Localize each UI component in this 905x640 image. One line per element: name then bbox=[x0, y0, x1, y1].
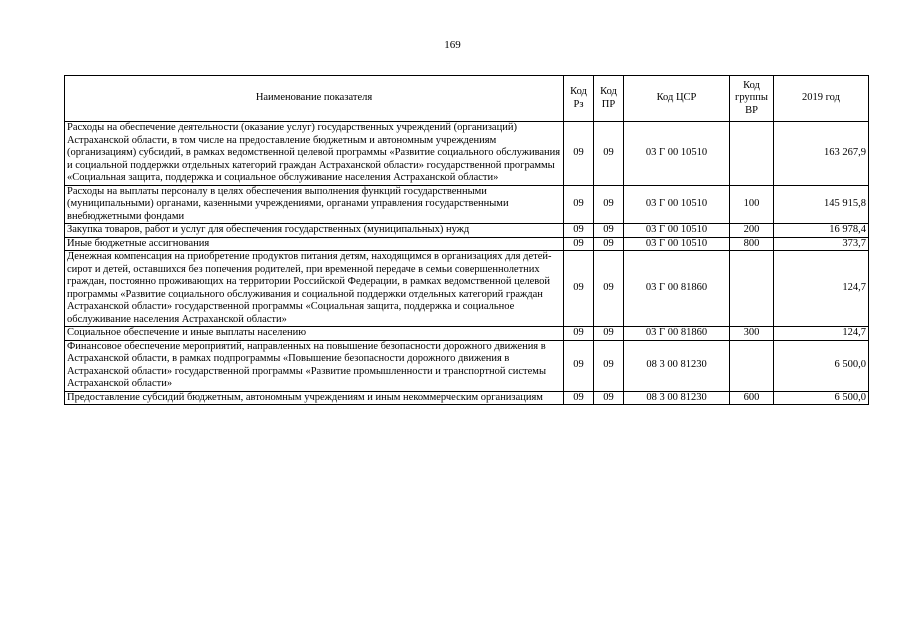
row-rz: 09 bbox=[564, 224, 594, 238]
row-name: Расходы на обеспечение деятельности (оказание услуг) государственных учреждений (организаций) Астраханской области, в том числе на предоставление бюджетным и автономным учреждениям (организациям) субсидий, в рамках ведомственной целевой программы «Развитие социального обслуживания и социальной поддержки отдельных категорий граждан Астраханской области» государственной программы «Социальная защита, поддержка и социальное обслуживание населения Астраханской области» bbox=[65, 122, 564, 186]
table-row bbox=[65, 185, 869, 224]
row-vr: 200 bbox=[730, 224, 774, 238]
table-row bbox=[65, 251, 869, 327]
table-row bbox=[65, 237, 869, 251]
row-name: Предоставление субсидий бюджетным, автономным учреждениям и иным некоммерческим организациям bbox=[65, 391, 564, 405]
row-vr: 100 bbox=[730, 185, 774, 224]
row-amount: 163 267,9 bbox=[774, 122, 869, 186]
header-pr: Код ПР bbox=[594, 76, 624, 122]
row-rz: 09 bbox=[564, 391, 594, 405]
row-name: Расходы на выплаты персоналу в целях обеспечения выполнения функций государственными (муниципальными) органами, казенными учреждениями, органами управления государственными внебюджетными фондами bbox=[65, 185, 564, 224]
table-row bbox=[65, 122, 869, 186]
row-amount: 373,7 bbox=[774, 237, 869, 251]
table-row bbox=[65, 224, 869, 238]
row-csr: 03 Г 00 10510 bbox=[624, 122, 730, 186]
row-rz: 09 bbox=[564, 340, 594, 391]
table-row bbox=[65, 391, 869, 405]
table-header-row bbox=[65, 76, 869, 122]
row-csr: 08 3 00 81230 bbox=[624, 391, 730, 405]
header-csr: Код ЦСР bbox=[624, 76, 730, 122]
row-amount: 6 500,0 bbox=[774, 340, 869, 391]
row-rz: 09 bbox=[564, 122, 594, 186]
row-rz: 09 bbox=[564, 251, 594, 327]
row-pr: 09 bbox=[594, 340, 624, 391]
row-name: Иные бюджетные ассигнования bbox=[65, 237, 564, 251]
row-csr: 03 Г 00 10510 bbox=[624, 237, 730, 251]
row-amount: 145 915,8 bbox=[774, 185, 869, 224]
row-vr: 600 bbox=[730, 391, 774, 405]
row-amount: 124,7 bbox=[774, 251, 869, 327]
row-name: Социальное обеспечение и иные выплаты населению bbox=[65, 327, 564, 341]
row-csr: 03 Г 00 10510 bbox=[624, 185, 730, 224]
header-amount: 2019 год bbox=[774, 76, 869, 122]
row-vr bbox=[730, 122, 774, 186]
row-rz: 09 bbox=[564, 185, 594, 224]
budget-table bbox=[64, 75, 869, 405]
row-amount: 16 978,4 bbox=[774, 224, 869, 238]
row-csr: 03 Г 00 81860 bbox=[624, 327, 730, 341]
row-name: Денежная компенсация на приобретение продуктов питания детям, находящимся в организациях для детей-сирот и детей, оставшихся без попечения родителей, при временной передаче в семьи совершеннолетних граждан, постоянно проживающих на территории Российской Федерации, в рамках ведомственной целевой программы «Развитие социального обслуживания и социальной поддержки отдельных категорий граждан Астраханской области» государственной программы «Социальная защита, поддержка и социальное обслуживание населения Астраханской области» bbox=[65, 251, 564, 327]
row-pr: 09 bbox=[594, 224, 624, 238]
row-csr: 08 3 00 81230 bbox=[624, 340, 730, 391]
page-number: 169 bbox=[444, 39, 461, 51]
row-csr: 03 Г 00 81860 bbox=[624, 251, 730, 327]
row-pr: 09 bbox=[594, 237, 624, 251]
row-name: Закупка товаров, работ и услуг для обеспечения государственных (муниципальных) нужд bbox=[65, 224, 564, 238]
row-pr: 09 bbox=[594, 391, 624, 405]
row-rz: 09 bbox=[564, 237, 594, 251]
table-row bbox=[65, 340, 869, 391]
row-rz: 09 bbox=[564, 327, 594, 341]
row-csr: 03 Г 00 10510 bbox=[624, 224, 730, 238]
row-vr bbox=[730, 251, 774, 327]
row-pr: 09 bbox=[594, 122, 624, 186]
row-pr: 09 bbox=[594, 251, 624, 327]
header-rz: Код Рз bbox=[564, 76, 594, 122]
row-amount: 6 500,0 bbox=[774, 391, 869, 405]
row-vr bbox=[730, 340, 774, 391]
table-row bbox=[65, 327, 869, 341]
header-vr: Код группы ВР bbox=[730, 76, 774, 122]
row-vr: 300 bbox=[730, 327, 774, 341]
row-name: Финансовое обеспечение мероприятий, направленных на повышение безопасности дорожного движения в Астраханской области, в рамках подпрограммы «Повышение безопасности дорожного движения в Астраханской области» государственной программы «Развитие промышленности и транспортной системы Астраханской области» bbox=[65, 340, 564, 391]
row-pr: 09 bbox=[594, 327, 624, 341]
header-name: Наименование показателя bbox=[65, 76, 564, 122]
row-amount: 124,7 bbox=[774, 327, 869, 341]
row-pr: 09 bbox=[594, 185, 624, 224]
row-vr: 800 bbox=[730, 237, 774, 251]
